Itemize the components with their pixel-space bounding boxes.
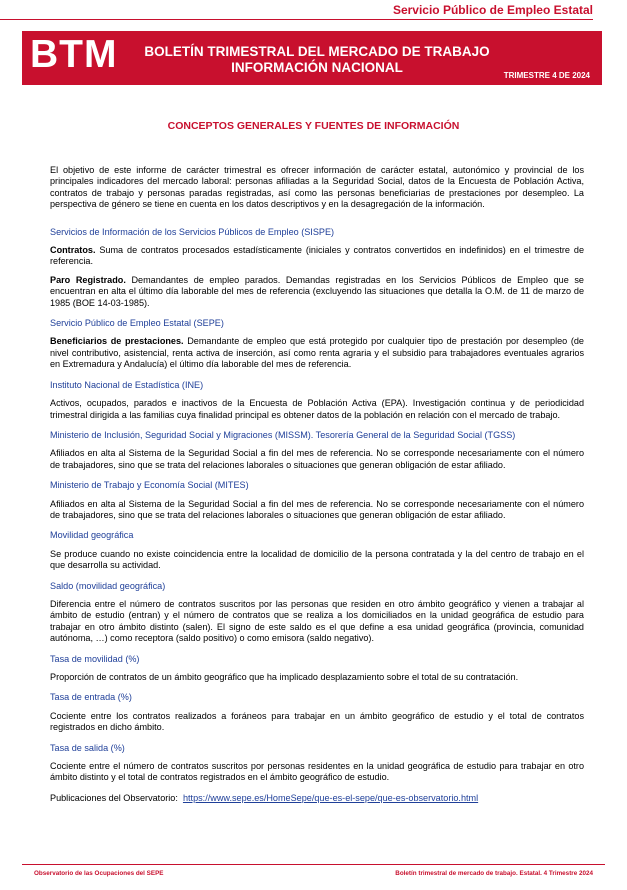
movilidad-heading: Movilidad geográfica	[50, 530, 134, 541]
bulletin-title: BOLETÍN TRIMESTRAL DEL MERCADO DE TRABAJO	[144, 44, 490, 59]
contratos-term: Contratos.	[50, 245, 96, 256]
tasa-salida-text: Cociente entre el número de contratos suscritos por personas residentes en la unidad geográfica de estudio para trabajar en otro ámbito distinto y el total de contratos registrados en el ámbito geográfico de estudio.	[50, 761, 584, 783]
mites-heading: Ministerio de Trabajo y Economía Social (MITES)	[50, 480, 249, 491]
movilidad-text: Se produce cuando no existe coincidencia entre la localidad de domicilio de la persona contratada y la del centro de trabajo en el que desarrolla su actividad.	[50, 548, 584, 571]
saldo-heading: Saldo (movilidad geográfica)	[50, 580, 166, 591]
paro-text: Demandantes de empleo parados. Demandas registradas en los Servicios Públicos de Empleo que se encuentran en alta el último día laborable del mes de referencia (excluyendo las situaciones que detalla la O.M. de 11 de marzo de 1985 (BOE 14-03-1985).	[50, 274, 584, 308]
prestaciones-definition	[50, 336, 584, 370]
footer-right: Boletín trimestral de mercado de trabajo. Estatal. 4 Trimestre 2024	[395, 870, 593, 877]
ine-text: Activos, ocupados, parados e inactivos de la Encuesta de Población Activa (EPA). Investigación continua y de periodicidad trimestral dirigida a las familias cuya finalidad principal es obtener datos de la población en relación con el mercado de trabajo.	[50, 398, 584, 420]
bulletin-subtitle: INFORMACIÓN NACIONAL	[231, 60, 403, 75]
header-rule	[0, 19, 593, 20]
missm-text: Afiliados en alta al Sistema de la Seguridad Social a fin del mes de referencia. No se corresponde necesariamente con el número de trabajadores, sino que se trata del relaciones laborales o situaciones que generan obligación de estar afiliado.	[50, 448, 584, 470]
ine-heading: Instituto Nacional de Estadística (INE)	[50, 379, 204, 390]
sispe-heading: Servicios de Información de los Servicios Públicos de Empleo (SISPE)	[50, 226, 335, 237]
paro-definition	[50, 275, 584, 309]
title-banner	[22, 31, 602, 85]
quarter-label: TRIMESTRE 4 DE 2024	[503, 71, 590, 80]
tasa-movilidad-heading: Tasa de movilidad (%)	[50, 653, 140, 664]
btm-logo: BTM	[30, 33, 118, 76]
observatorio-link[interactable]: https://www.sepe.es/HomeSepe/que-es-el-sepe/que-es-observatorio.html	[182, 792, 479, 803]
saldo-text: Diferencia entre el número de contratos suscritos por las personas que residen en otro ámbito geográfico y vienen a trabajar al ámbito de estudio (entran) y el número de contratos que se realiza a los domiciliados en la unidad geográfica de estudio para trabajar en otro ámbito distinto (salen). El signo de este saldo es el que define a esa unidad geográfica (provincia, comunidad autónoma, …) como receptora (saldo positivo) o como emisora (saldo negativo).	[50, 598, 584, 644]
contratos-definition	[50, 245, 584, 268]
prestaciones-text: Demandante de empleo que está protegido por cualquier tipo de prestación por desempleo (de nivel contributivo, asistencial, renta activa de inserción, así como renta agraria y el subsidio para trabajadores eventuales agrarios en Extremadura y Andalucía) el último día laborable del mes de referencia.	[50, 336, 584, 370]
publicaciones-line	[50, 793, 584, 804]
publicaciones-label: Publicaciones del Observatorio:	[50, 792, 178, 803]
tasa-entrada-text: Cociente entre los contratos realizados a foráneos para trabajar en un ámbito geográfico de estudio y el total de contratos registrados en dicho ámbito.	[50, 710, 584, 733]
missm-heading: Ministerio de Inclusión, Seguridad Social y Migraciones (MISSM). Tesorería General de la Seguridad Social (TGSS)	[50, 429, 516, 440]
contratos-text: Suma de contratos procesados estadísticamente (iniciales y contratos convertidos en indefinidos) en el trimestre de referencia.	[50, 245, 584, 267]
section-title: CONCEPTOS GENERALES Y FUENTES DE INFORMACIÓN	[167, 120, 460, 132]
tasa-salida-heading: Tasa de salida (%)	[50, 742, 125, 753]
tasa-entrada-heading: Tasa de entrada (%)	[50, 692, 132, 703]
sepe-heading: Servicio Público de Empleo Estatal (SEPE)	[50, 318, 224, 329]
document-body	[50, 165, 584, 804]
mites-text: Afiliados en alta al Sistema de la Seguridad Social a fin del mes de referencia. No se corresponde necesariamente con el número de trabajadores, sino que se trata del relaciones laborales o situaciones que generan obligación de estar afiliado.	[50, 498, 584, 520]
footer-rule	[22, 864, 605, 865]
intro-paragraph: El objetivo de este informe de carácter trimestral es ofrecer información de carácter estatal, autonómico y provincial de los principales indicadores del mercado laboral: personas afiliadas a la Seguridad Social, datos de la Encuesta de Población Activa, contratos de trabajo y personas paradas registradas, así como las personas beneficiarias de prestaciones por desempleo. La perspectiva de género se tiene en cuenta en los datos descriptivos y en la desagregación de la información.	[50, 165, 584, 210]
agency-name: Servicio Público de Empleo Estatal	[392, 3, 593, 17]
prestaciones-term: Beneficiarios de prestaciones.	[50, 336, 184, 347]
footer-left: Observatorio de las Ocupaciones del SEPE	[34, 870, 164, 877]
tasa-movilidad-text: Proporción de contratos de un ámbito geográfico que ha implicado desplazamiento sobre el total de su contratación.	[50, 672, 519, 682]
paro-term: Paro Registrado.	[50, 274, 126, 285]
